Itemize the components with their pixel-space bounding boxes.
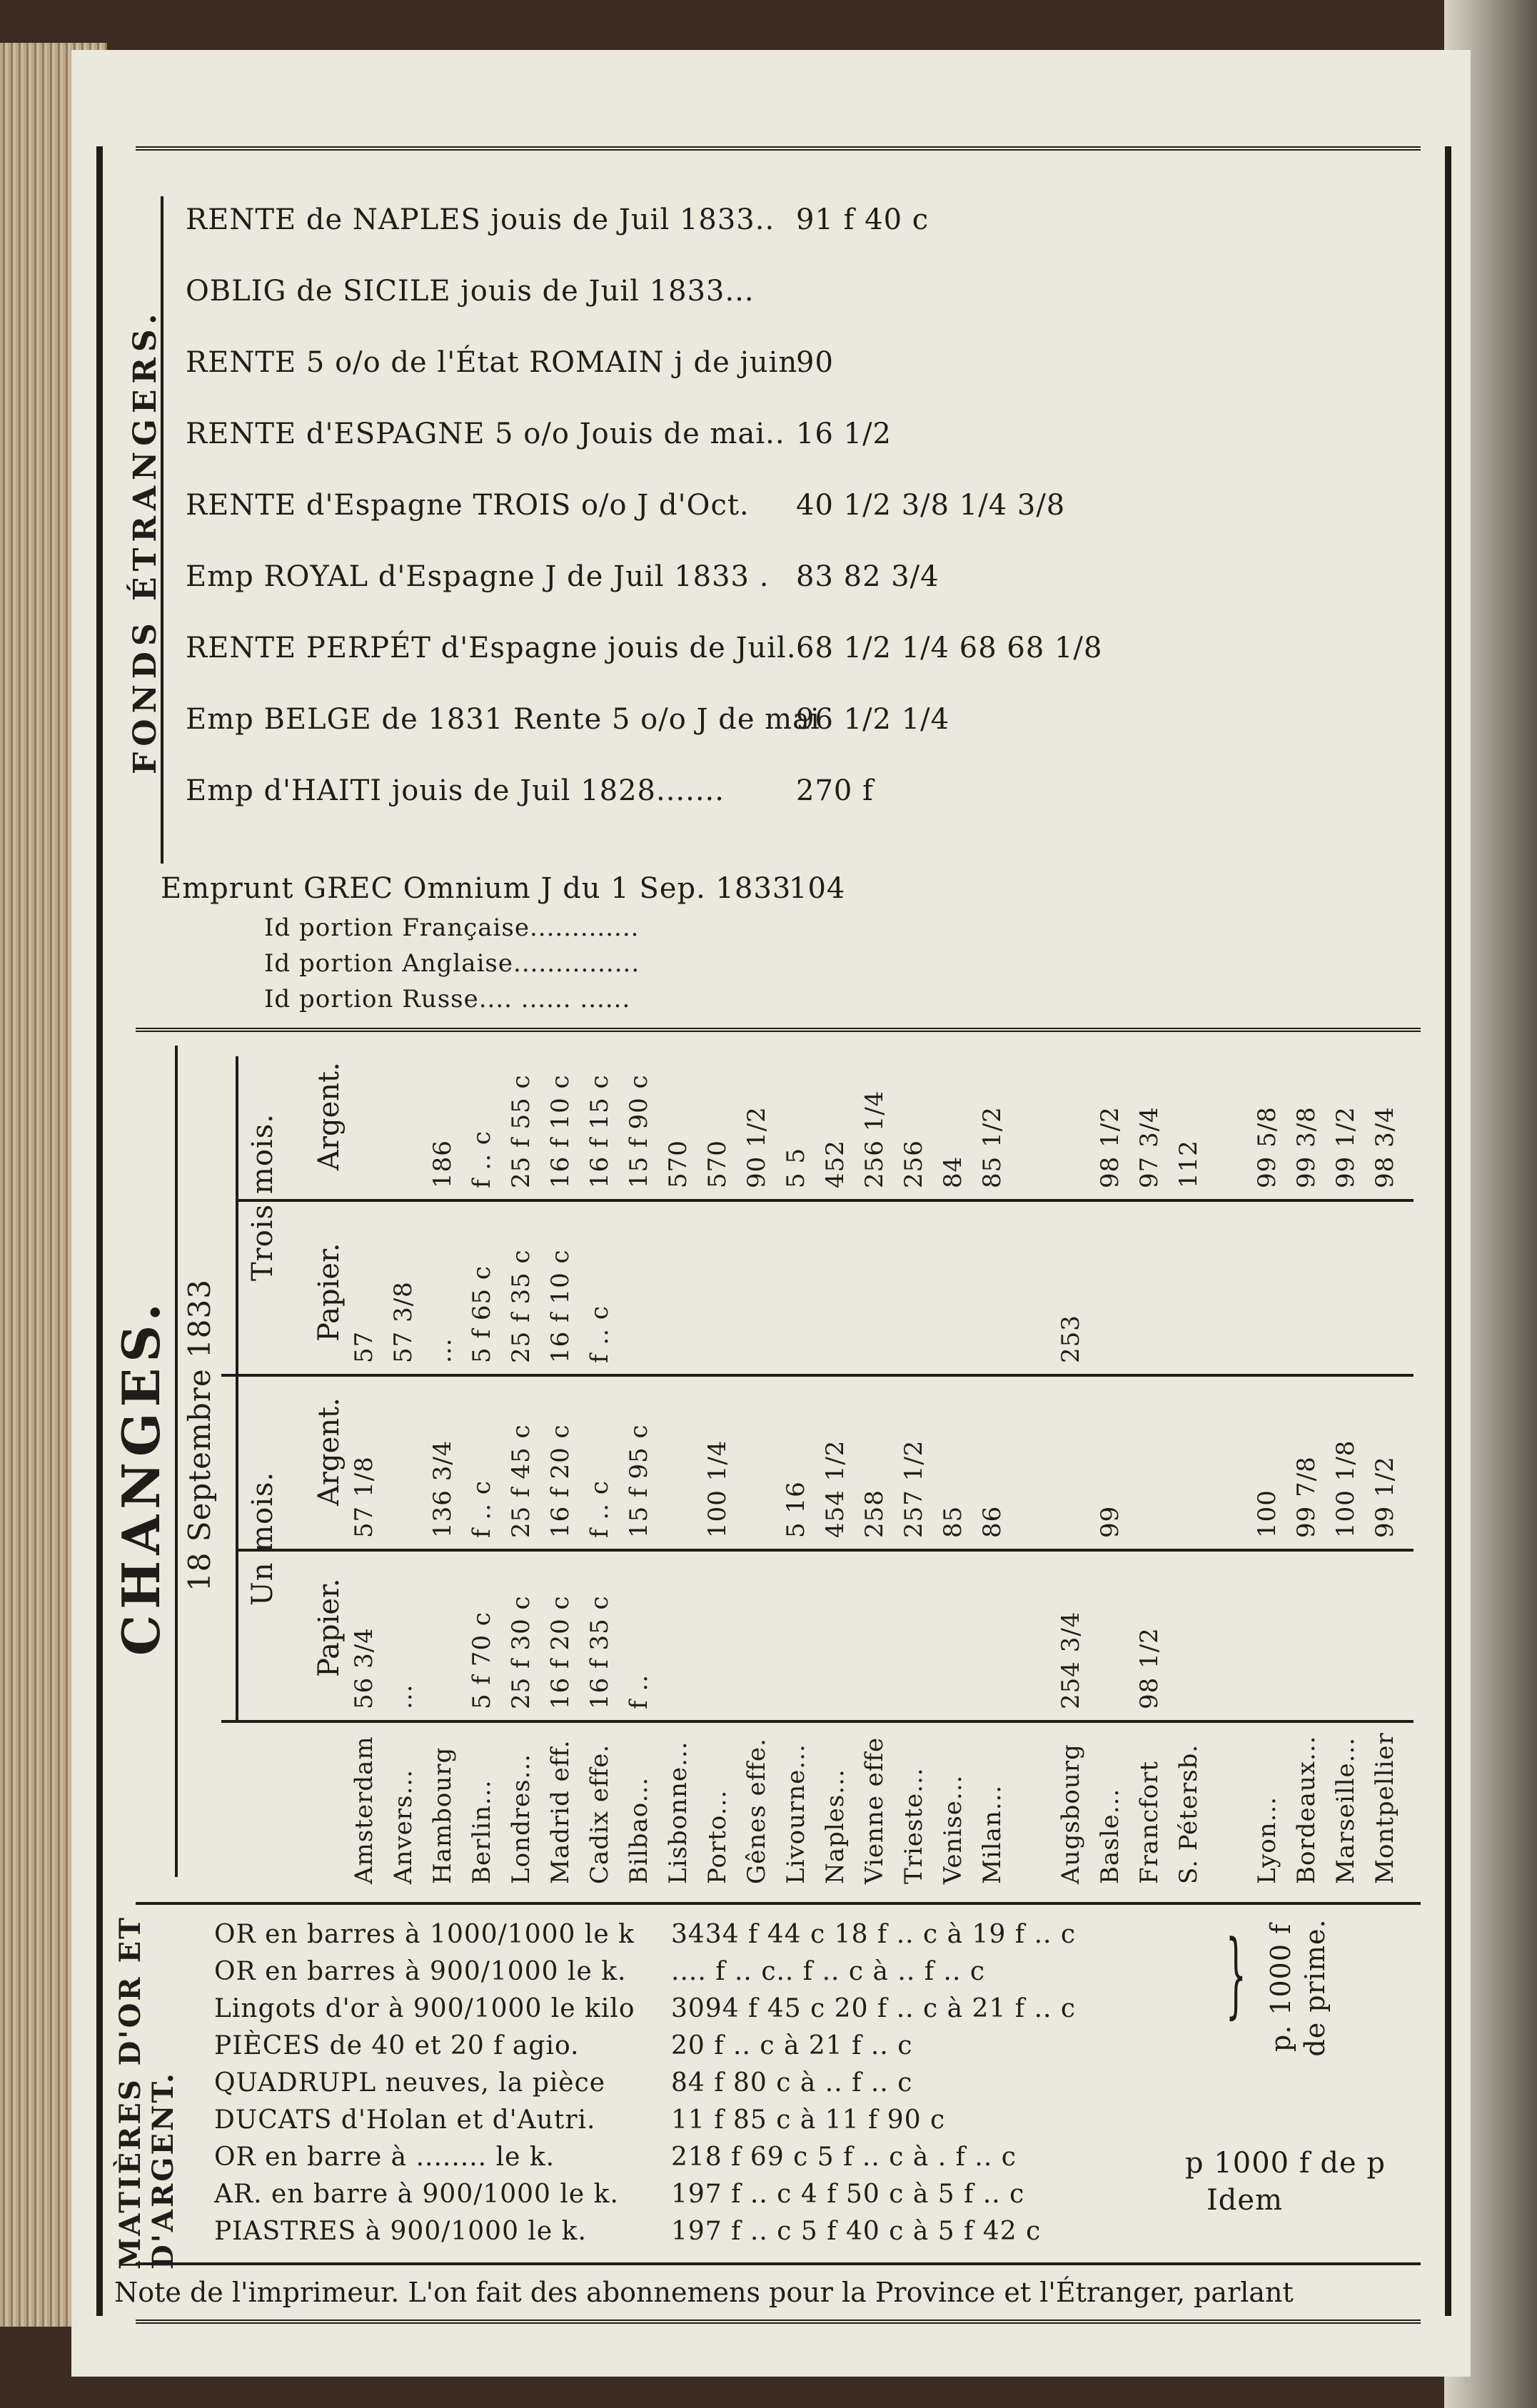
changes-cities-cell: Trieste... bbox=[899, 1767, 928, 1884]
changes-trois-papier-cell: 25 f 35 c bbox=[507, 1249, 535, 1363]
changes-un-papier-cell: 25 f 30 c bbox=[507, 1595, 535, 1709]
changes-trois-argent-cell: 99 3/8 bbox=[1292, 1106, 1321, 1188]
changes-trois-argent-cell: 84 bbox=[939, 1155, 967, 1188]
changes-cities-cell: Marseille... bbox=[1331, 1736, 1360, 1884]
changes-cities-cell: Vienne effe bbox=[860, 1736, 889, 1884]
fonds-row-label: OBLIG de SICILE jouis de Juil 1833... bbox=[186, 275, 755, 308]
changes-un-papier-cell: 56 3/4 bbox=[350, 1627, 378, 1709]
changes-bottom-rule bbox=[136, 1902, 1421, 1905]
changes-cities-cell: Milan... bbox=[978, 1784, 1007, 1884]
changes-trois-papier-cell: 16 f 10 c bbox=[546, 1249, 575, 1363]
matieres-row-value: 20 f .. c à 21 f .. c bbox=[671, 2031, 913, 2060]
changes-trois-papier-cell: 57 3/8 bbox=[389, 1281, 418, 1363]
fonds-row-label: RENTE d'ESPAGNE 5 o/o Jouis de mai.. bbox=[186, 418, 785, 450]
changes-trois-argent-cell: 99 1/2 bbox=[1331, 1106, 1360, 1188]
fonds-bracket-rule bbox=[161, 196, 163, 864]
changes-cities-cell: Lisbonne... bbox=[664, 1741, 692, 1884]
changes-trois-argent-cell: 16 f 10 c bbox=[546, 1074, 575, 1188]
matieres-row-label: PIÈCES de 40 et 20 f agio. bbox=[214, 2031, 580, 2060]
changes-trois-papier-cell: ... bbox=[428, 1337, 457, 1363]
changes-cities-cell: Livourne... bbox=[782, 1744, 810, 1884]
changes-cities-cell: Cadix effe. bbox=[585, 1744, 614, 1884]
matieres-row-label: OR en barre à ........ le k. bbox=[214, 2143, 555, 2172]
fonds-row-label: RENTE de NAPLES jouis de Juil 1833.. bbox=[186, 203, 775, 236]
changes-trois-argent-cell: 570 bbox=[664, 1140, 692, 1188]
matieres-row-value: .... f .. c.. f .. c à .. f .. c bbox=[671, 1957, 986, 1986]
fonds-row-value: 16 1/2 bbox=[796, 418, 892, 450]
fonds-row-value: 270 f bbox=[796, 774, 874, 807]
changes-un-argent-cell: 100 1/8 bbox=[1331, 1440, 1360, 1538]
un-papier-head: Papier. bbox=[313, 1578, 346, 1677]
matieres-row-value: 84 f 80 c à .. f .. c bbox=[671, 2068, 913, 2098]
changes-un-argent-cell: 258 bbox=[860, 1489, 889, 1538]
top-rule bbox=[136, 146, 1421, 151]
fonds-bottom-rule bbox=[136, 1028, 1421, 1032]
changes-trois-papier-cell: f .. c bbox=[585, 1305, 614, 1363]
fonds-row-label: RENTE 5 o/o de l'État ROMAIN j de juin bbox=[186, 346, 798, 379]
changes-un-papier-cell: 5 f 70 c bbox=[468, 1612, 496, 1709]
changes-trois-argent-cell: 90 1/2 bbox=[742, 1106, 771, 1188]
changes-cities-cell: Francfort bbox=[1135, 1760, 1164, 1884]
changes-cities-cell: Gênes effe. bbox=[742, 1738, 771, 1884]
fonds-row-value: 96 1/2 1/4 bbox=[796, 703, 950, 736]
fonds-heading: FONDS ÉTRANGERS. bbox=[127, 308, 163, 774]
changes-trois-argent-cell: 256 bbox=[899, 1140, 928, 1188]
un-mois-label: Un mois. bbox=[246, 1471, 279, 1606]
changes-cities-cell: Porto... bbox=[703, 1789, 732, 1884]
matieres-row-value: 3434 f 44 c 18 f .. c à 19 f .. c bbox=[671, 1920, 1077, 1949]
fonds-row-value: 40 1/2 3/8 1/4 3/8 bbox=[796, 489, 1066, 522]
matieres-bottom-rule bbox=[136, 2262, 1421, 2265]
changes-rule-1 bbox=[236, 1199, 1413, 1202]
changes-trois-argent-cell: 570 bbox=[703, 1140, 732, 1188]
changes-cities-cell: Anvers... bbox=[389, 1769, 418, 1884]
changes-un-papier-cell: 16 f 20 c bbox=[546, 1595, 575, 1709]
changes-trois-argent-cell: 5 5 bbox=[782, 1147, 810, 1188]
changes-cities-cell: Venise... bbox=[939, 1774, 967, 1884]
changes-date-rule bbox=[175, 1046, 178, 1877]
matieres-row-label: PIASTRES à 900/1000 le k. bbox=[214, 2217, 587, 2246]
changes-trois-argent-cell: 98 3/4 bbox=[1371, 1106, 1399, 1188]
changes-un-argent-cell: 99 7/8 bbox=[1292, 1456, 1321, 1538]
grec-portion: Id portion Française............. bbox=[264, 914, 640, 942]
changes-cities-cell: Londres... bbox=[507, 1754, 535, 1884]
changes-un-argent-cell: 25 f 45 c bbox=[507, 1424, 535, 1538]
changes-mois-rule bbox=[236, 1056, 238, 1720]
changes-un-argent-cell: 257 1/2 bbox=[899, 1440, 928, 1538]
changes-trois-argent-cell: 99 5/8 bbox=[1253, 1106, 1281, 1188]
matieres-row-label: DUCATS d'Holan et d'Autri. bbox=[214, 2105, 596, 2135]
changes-heading: CHANGES. bbox=[111, 1297, 171, 1656]
changes-un-papier-cell: f .. bbox=[625, 1674, 653, 1709]
changes-cities-cell: Lyon... bbox=[1253, 1796, 1281, 1884]
changes-rule-2 bbox=[221, 1374, 1413, 1377]
changes-un-argent-cell: f .. c bbox=[468, 1480, 496, 1538]
matieres-row-label: AR. en barre à 900/1000 le k. bbox=[214, 2180, 619, 2209]
changes-trois-argent-cell: 452 bbox=[821, 1140, 850, 1188]
matieres-row-label: OR en barres à 900/1000 le k. bbox=[214, 1957, 627, 1986]
changes-cities-cell: Berlin... bbox=[468, 1779, 496, 1884]
changes-trois-argent-cell: 85 1/2 bbox=[978, 1106, 1007, 1188]
bottom-rule bbox=[136, 2320, 1421, 2324]
footer-note: Note de l'imprimeur. L'on fait des abonnemens pour la Province et l'Étranger, parlant bbox=[114, 2277, 1294, 2308]
changes-un-argent-cell: 85 bbox=[939, 1505, 967, 1538]
changes-cities-cell: Amsterdam bbox=[350, 1736, 378, 1884]
fonds-row-label: RENTE d'Espagne TROIS o/o J d'Oct. bbox=[186, 489, 750, 522]
changes-trois-papier-cell: 5 f 65 c bbox=[468, 1265, 496, 1363]
matieres-row-label: OR en barres à 1000/1000 le k bbox=[214, 1920, 635, 1949]
fonds-row-label: Emp BELGE de 1831 Rente 5 o/o J de mai bbox=[186, 703, 820, 736]
changes-un-argent-cell: f .. c bbox=[585, 1480, 614, 1538]
changes-un-papier-cell: 16 f 35 c bbox=[585, 1595, 614, 1709]
changes-date: 18 Septembre 1833 bbox=[182, 1279, 217, 1592]
changes-un-papier-cell: ... bbox=[389, 1684, 418, 1709]
changes-trois-argent-cell: 112 bbox=[1174, 1140, 1203, 1188]
matieres-row-value: 3094 f 45 c 20 f .. c à 21 f .. c bbox=[671, 1994, 1077, 2023]
changes-rule-3 bbox=[236, 1549, 1413, 1552]
grec-label: Emprunt GREC Omnium J du 1 Sep. 1833 bbox=[161, 872, 792, 905]
grec-value: 104 bbox=[789, 872, 846, 905]
changes-cities-cell: Montpellier bbox=[1371, 1732, 1399, 1884]
changes-cities-cell: Madrid eff. bbox=[546, 1739, 575, 1884]
changes-cities-cell: Bordeaux... bbox=[1292, 1735, 1321, 1884]
fonds-row-value: 83 82 3/4 bbox=[796, 560, 939, 593]
changes-trois-argent-cell: 256 1/4 bbox=[860, 1090, 889, 1188]
trois-argent-head: Argent. bbox=[313, 1062, 346, 1170]
changes-un-argent-cell: 454 1/2 bbox=[821, 1440, 850, 1538]
matieres-row-value: 218 f 69 c 5 f .. c à . f .. c bbox=[671, 2143, 1017, 2172]
page-frame bbox=[96, 146, 1451, 2316]
trois-papier-head: Papier. bbox=[313, 1243, 346, 1342]
matieres-side-right-a: p 1000 f de p bbox=[1185, 2147, 1386, 2180]
grec-portion: Id portion Anglaise............... bbox=[264, 949, 640, 978]
fonds-row-value: 90 bbox=[796, 346, 834, 379]
matieres-row-value: 11 f 85 c à 11 f 90 c bbox=[671, 2105, 946, 2135]
changes-un-argent-cell: 15 f 95 c bbox=[625, 1424, 653, 1538]
changes-un-argent-cell: 99 1/2 bbox=[1371, 1456, 1399, 1538]
changes-trois-argent-cell: 97 3/4 bbox=[1135, 1106, 1164, 1188]
changes-trois-argent-cell: 16 f 15 c bbox=[585, 1074, 614, 1188]
changes-un-argent-cell: 57 1/8 bbox=[350, 1456, 378, 1538]
changes-trois-argent-cell: 98 1/2 bbox=[1096, 1106, 1124, 1188]
changes-cities-cell: Basle... bbox=[1096, 1788, 1124, 1884]
matieres-side-right-b: Idem bbox=[1206, 2184, 1284, 2217]
changes-un-argent-cell: 136 3/4 bbox=[428, 1440, 457, 1538]
matieres-row-label: Lingots d'or à 900/1000 le kilo bbox=[214, 1994, 635, 2023]
changes-trois-papier-cell: 57 bbox=[350, 1330, 378, 1363]
changes-cities-cell: Augsbourg bbox=[1057, 1744, 1085, 1884]
changes-trois-argent-cell: f .. c bbox=[468, 1130, 496, 1188]
changes-rule-4 bbox=[221, 1720, 1413, 1723]
changes-un-argent-cell: 5 16 bbox=[782, 1481, 810, 1538]
changes-un-papier-cell: 98 1/2 bbox=[1135, 1627, 1164, 1709]
changes-trois-argent-cell: 15 f 90 c bbox=[625, 1074, 653, 1188]
matieres-side-note: p. 1000 f de prime. bbox=[1265, 1918, 1331, 2057]
changes-cities-cell: Bilbao... bbox=[625, 1776, 653, 1884]
grec-portion: Id portion Russe.... ...... ...... bbox=[264, 985, 631, 1013]
fonds-row-value: 91 f 40 c bbox=[796, 203, 929, 236]
changes-un-argent-cell: 100 bbox=[1253, 1489, 1281, 1538]
matieres-row-label: QUADRUPL neuves, la pièce bbox=[214, 2068, 606, 2098]
changes-cities-cell: Naples... bbox=[821, 1769, 850, 1884]
fonds-row-label: Emp d'HAITI jouis de Juil 1828....... bbox=[186, 774, 725, 807]
matieres-row-value: 197 f .. c 4 f 50 c à 5 f .. c bbox=[671, 2180, 1025, 2209]
fonds-row-value: 68 1/2 1/4 68 68 1/8 bbox=[796, 632, 1103, 664]
changes-un-argent-cell: 100 1/4 bbox=[703, 1440, 732, 1538]
fonds-row-label: Emp ROYAL d'Espagne J de Juil 1833 . bbox=[186, 560, 770, 593]
un-argent-head: Argent. bbox=[313, 1397, 346, 1506]
fonds-row-label: RENTE PERPÉT d'Espagne jouis de Juil. bbox=[186, 632, 797, 664]
changes-un-argent-cell: 86 bbox=[978, 1505, 1007, 1538]
changes-trois-argent-cell: 25 f 55 c bbox=[507, 1074, 535, 1188]
changes-trois-papier-cell: 253 bbox=[1057, 1315, 1085, 1363]
matieres-heading: MATIÈRES D'OR ET D'ARGENT. bbox=[114, 1916, 180, 2270]
changes-un-argent-cell: 16 f 20 c bbox=[546, 1424, 575, 1538]
changes-cities-cell: S. Pétersb. bbox=[1174, 1744, 1203, 1884]
matieres-row-value: 197 f .. c 5 f 40 c à 5 f 42 c bbox=[671, 2217, 1042, 2246]
matieres-brace: } bbox=[1225, 1920, 1246, 2028]
changes-un-argent-cell: 99 bbox=[1096, 1505, 1124, 1538]
trois-mois-label: Trois mois. bbox=[246, 1113, 279, 1281]
changes-trois-argent-cell: 186 bbox=[428, 1140, 457, 1188]
changes-un-papier-cell: 254 3/4 bbox=[1057, 1611, 1085, 1709]
changes-cities-cell: Hambourg bbox=[428, 1746, 457, 1884]
